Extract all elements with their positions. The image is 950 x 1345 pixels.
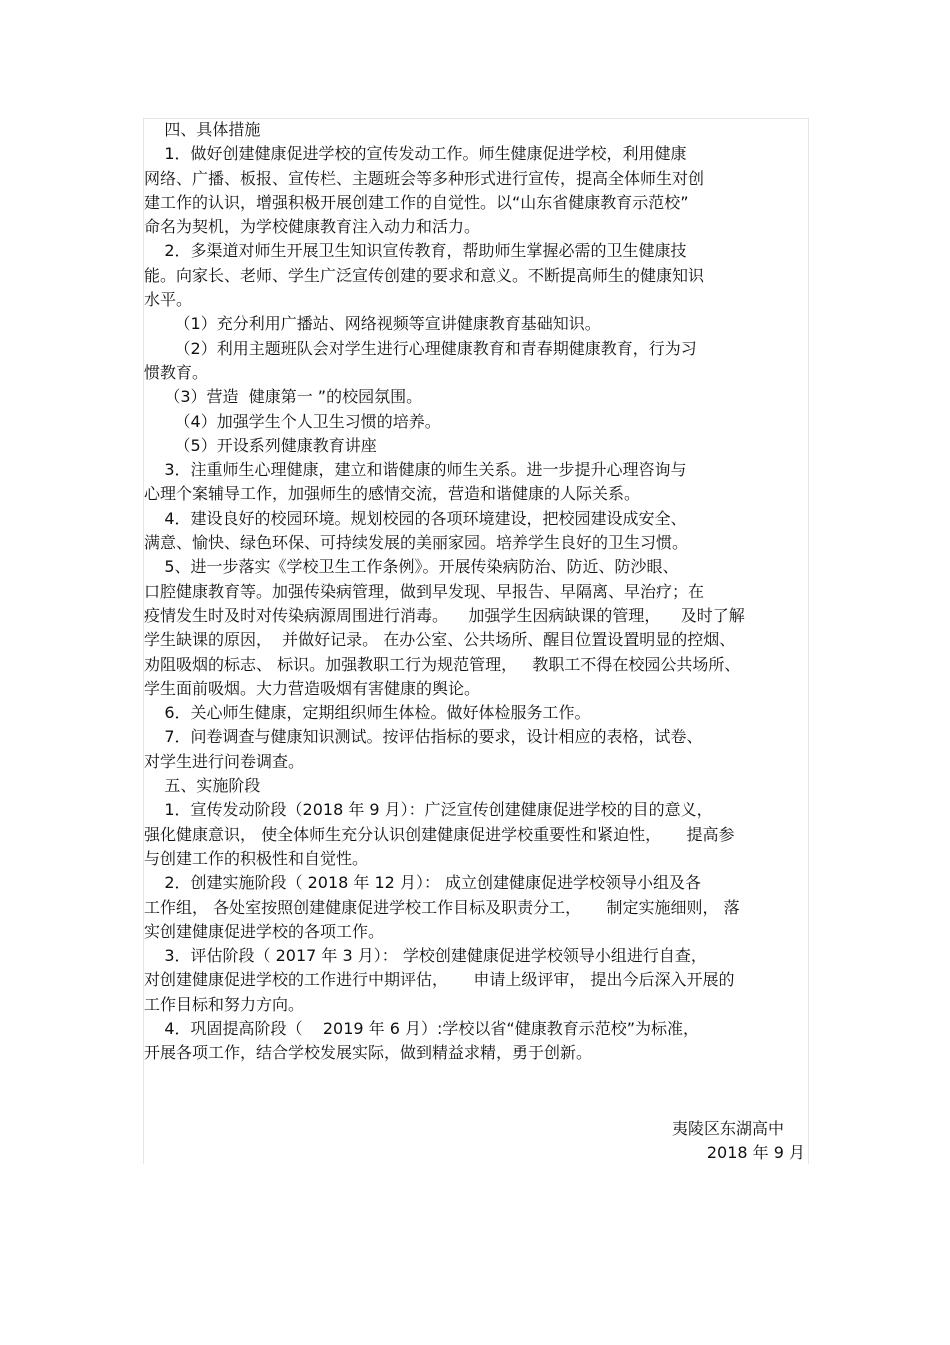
text-line: 4．巩固提高阶段（ 2019 年 6 月）:学校以省“健康教育示范校”为标准， <box>144 1018 699 1038</box>
signature-organization: 夷陵区东湖高中 <box>671 1119 784 1138</box>
text-line: 工作组， 各处室按照创建健康促进学校工作目标及职责分工， 制定实施细则， 落 <box>144 897 740 917</box>
text-line: 6．关心师生健康，定期组织师生体检。做好体检服务工作。 <box>144 703 591 723</box>
text-line: 1．宣传发动阶段（2018 年 9 月）：广泛宣传创建健康促进学校的目的意义， <box>144 800 713 820</box>
text-line: 对创建健康促进学校的工作进行中期评估， 申请上级评审， 提出今后深入开展的 <box>144 970 735 990</box>
text-line: 学生面前吸烟。大力营造吸烟有害健康的舆论。 <box>144 678 481 698</box>
text-line: 能。向家长、老师、学生广泛宣传创建的要求和意义。不断提高师生的健康知识 <box>144 265 705 285</box>
text-line: 3．注重师生心理健康，建立和谐健康的师生关系。进一步提升心理咨询与 <box>144 460 687 480</box>
text-line: （2）利用主题班队会对学生进行心理健康教育和青春期健康教育，行为习 <box>144 338 697 358</box>
text-line: （3）营造 健康第一 ”的校园氛围。 <box>144 387 423 407</box>
text-line: 工作目标和努力方向。 <box>144 994 305 1014</box>
text-line: 与创建工作的积极性和自觉性。 <box>144 848 369 868</box>
text-line: 命名为契机，为学校健康教育注入动力和活力。 <box>144 217 481 237</box>
text-line: 1．做好创建健康促进学校的宣传发动工作。师生健康促进学校，利用健康 <box>144 144 687 164</box>
document-body <box>144 118 806 1066</box>
text-line: 满意、愉快、绿色环保、可持续发展的美丽家园。培养学生良好的卫生习惯。 <box>144 533 689 553</box>
text-line: 强化健康意识， 使全体师生充分认识创建健康促进学校重要性和紧迫性， 提高参 <box>144 824 735 844</box>
text-line: 网络、广播、板报、宣传栏、主题班会等多种形式进行宣传，提高全体师生对创 <box>144 168 705 188</box>
text-line: 疫情发生时及时对传染病源周围进行消毒。 加强学生因病缺课的管理， 及时了解 <box>144 605 745 625</box>
text-line: 建工作的认识，增强积极开展创建工作的自觉性。以“山东省健康教育示范校” <box>144 192 689 212</box>
text-line: 7．问卷调查与健康知识测试。按评估指标的要求，设计相应的表格，试卷、 <box>144 727 703 747</box>
text-line: 3．评估阶段（ 2017 年 3 月）： 学校创建健康促进学校领导小组进行自查， <box>144 946 707 966</box>
text-line: 惯教育。 <box>144 362 209 382</box>
text-line: 五、实施阶段 <box>144 776 261 796</box>
text-line: 5、进一步落实《学校卫生工作条例》。开展传染病防治、防近、防沙眼、 <box>144 557 679 577</box>
text-line: 2．创建实施阶段（ 2018 年 12 月）： 成立创建健康促进学校领导小组及各 <box>144 873 702 893</box>
text-line: 口腔健康教育等。加强传染病管理，做到早发现、早报告、早隔离、早治疗；在 <box>144 581 705 601</box>
text-line: 四、具体措施 <box>144 120 261 139</box>
text-line: 2．多渠道对师生开展卫生知识宣传教育，帮助师生掌握必需的卫生健康技 <box>144 241 687 261</box>
text-line: 实创建健康促进学校的各项工作。 <box>144 921 385 941</box>
text-line: 对学生进行问卷调查。 <box>144 751 305 771</box>
text-line: 开展各项工作，结合学校发展实际，做到精益求精，勇于创新。 <box>144 1043 593 1063</box>
text-line: 水平。 <box>144 290 193 310</box>
text-line: 心理个案辅导工作，加强师生的感情交流，营造和谐健康的人际关系。 <box>144 484 641 504</box>
text-line: （5）开设系列健康教育讲座 <box>144 435 377 455</box>
signature-date: 2018 年 9 月 <box>706 1143 805 1162</box>
text-line: （4）加强学生个人卫生习惯的培养。 <box>144 411 441 431</box>
text-line: 学生缺课的原因， 并做好记录。 在办公室、公共场所、醒目位置设置明显的控烟、 <box>144 630 736 650</box>
text-line: （1）充分利用广播站、网络视频等宣讲健康教育基础知识。 <box>144 314 601 334</box>
text-line: 4．建设良好的校园环境。规划校园的各项环境建设，把校园建设成安全、 <box>144 508 687 528</box>
text-line: 劝阻吸烟的标志、 标识。加强教职工行为规范管理， 教职工不得在校园公共场所、 <box>144 654 741 674</box>
